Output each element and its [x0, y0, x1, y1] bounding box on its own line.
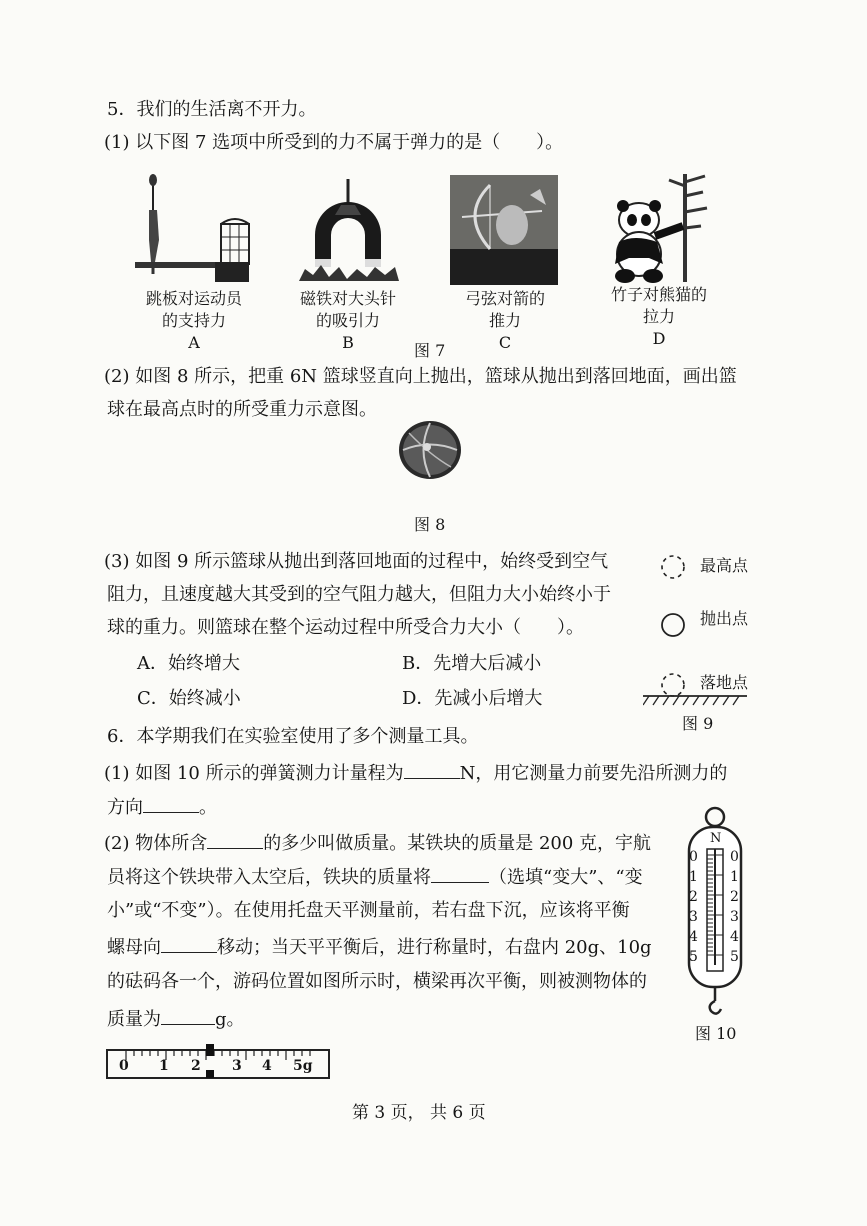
measured-mass-blank[interactable] — [161, 1006, 215, 1025]
matter-blank[interactable] — [207, 830, 263, 849]
choice-d: D．先减小后增大 — [402, 688, 543, 709]
ruler-tick-1: 1 — [159, 1058, 169, 1074]
basketball-image — [397, 419, 463, 481]
q6-p1-text-d: 。 — [199, 797, 217, 818]
q6-p2-text-a: (2) 物体所含 — [104, 833, 208, 854]
option-c-letter: C — [498, 333, 512, 352]
option-b-caption — [288, 288, 408, 354]
rider-marker — [206, 1044, 214, 1056]
q5-part2-line1: (2) 如图 8 所示，把重 6N 篮球竖直向上抛出，篮球从抛出到落回地面，画出篮 — [104, 366, 737, 387]
scale-right-tick-0: 0 — [730, 849, 739, 865]
nut-direction-blank[interactable] — [161, 934, 217, 953]
fig7-caption: 图 7 — [414, 341, 446, 360]
option-c-line2: 推力 — [488, 311, 521, 330]
choice-a: A．始终增大 — [137, 653, 240, 674]
q5-title: 5．我们的生活离不开力。 — [107, 99, 317, 120]
scale-right-tick-5: 5 — [730, 949, 739, 965]
q6-part2-line6 — [107, 1006, 245, 1032]
scale-right-tick-3: 3 — [730, 909, 739, 925]
choice-b: B．先增大后减小 — [402, 653, 542, 674]
q6-p1-text-c: 方向 — [107, 797, 143, 818]
q6-part2-line1 — [104, 830, 651, 856]
q6-p2-text-b: 的多少叫做质量。某铁块的质量是 200 克，宇航 — [263, 833, 652, 854]
q6-p1-text-a: (1) 如图 10 所示的弹簧测力计量程为 — [104, 763, 404, 784]
q5-part3-line1: (3) 如图 9 所示篮球从抛出到落回地面的过程中，始终受到空气 — [104, 551, 609, 572]
highest-point-label: 最高点 — [700, 556, 749, 575]
scale-left-tick-1: 1 — [689, 869, 698, 885]
scale-right-tick-2: 2 — [730, 889, 739, 905]
magnet-pins-image — [295, 175, 401, 283]
q6-p2-text-d: （选填“变大”、“变 — [489, 867, 643, 888]
option-c-caption — [445, 288, 565, 354]
fig8-caption: 图 8 — [414, 515, 446, 534]
scale-left-ticks — [689, 847, 701, 967]
scale-left-tick-0: 0 — [689, 849, 698, 865]
ruler-tick-0: 0 — [119, 1058, 129, 1074]
scale-left-tick-5: 5 — [689, 949, 698, 965]
q5-part2-line2: 球在最高点时的所受重力示意图。 — [107, 399, 377, 420]
option-d-line1: 竹子对熊猫的 — [610, 285, 707, 304]
scale-right-ticks — [730, 847, 742, 967]
q6-p2-text-g: 移动；当天平平衡后，进行称量时，右盘内 20g、10g — [217, 937, 652, 958]
scale-right-tick-1: 1 — [730, 869, 739, 885]
q5-part3-line3: 球的重力。则篮球在整个运动过程中所受合力大小（ ）。 — [107, 617, 584, 638]
option-d-line2: 拉力 — [642, 307, 675, 326]
q6-part2-line2 — [107, 864, 643, 890]
page-footer: 第 3 页， 共 6 页 — [352, 1103, 486, 1123]
ruler-tick-3: 3 — [232, 1058, 242, 1074]
fig10-caption: 图 10 — [695, 1024, 737, 1043]
highest-point-circle — [662, 556, 684, 578]
scale-left-tick-2: 2 — [689, 889, 698, 905]
mass-change-blank[interactable] — [431, 864, 489, 883]
throw-point-label: 抛出点 — [700, 609, 749, 628]
option-a-letter: A — [188, 333, 200, 352]
ruler-tick-4: 4 — [262, 1058, 272, 1074]
option-b-line1: 磁铁对大头针 — [299, 289, 396, 308]
panda-bamboo-image — [605, 172, 715, 284]
q6-part1-line2 — [107, 794, 217, 820]
throw-point-circle — [662, 614, 684, 636]
bow-arrow-image — [450, 175, 558, 285]
q6-part2-line5: 的砝码各一个，游码位置如图所示时，横梁再次平衡，则被测物体的 — [107, 971, 647, 992]
option-d-letter: D — [652, 329, 666, 348]
q6-p2-text-f: 螺母向 — [107, 937, 161, 958]
choice-c: C．始终减小 — [137, 688, 241, 709]
option-a-line2: 的支持力 — [161, 311, 226, 330]
scale-n-label: N — [710, 831, 722, 846]
ruler-tick-2: 2 — [191, 1058, 201, 1074]
scale-left-tick-4: 4 — [689, 929, 698, 945]
option-b-letter: B — [342, 333, 354, 352]
fig9-caption: 图 9 — [682, 714, 714, 733]
scale-right-tick-4: 4 — [730, 929, 739, 945]
range-blank[interactable] — [404, 760, 460, 779]
q6-part2-line4 — [107, 934, 652, 960]
q5-part3-line2: 阻力，且速度越大其受到的空气阻力越大，但阻力大小始终小于 — [107, 584, 611, 605]
option-a-caption — [134, 288, 254, 354]
scale-left-tick-3: 3 — [689, 909, 698, 925]
q6-p1-text-b: N，用它测量力前要先沿所测力的 — [459, 763, 728, 784]
q6-part1-line1 — [104, 760, 727, 786]
direction-blank[interactable] — [143, 794, 199, 813]
q6-p2-text-c: 员将这个铁块带入太空后，铁块的质量将 — [107, 867, 431, 888]
diving-board-image — [135, 170, 255, 282]
option-d-caption — [598, 284, 720, 350]
landing-point-label: 落地点 — [700, 673, 749, 692]
q6-p2-text-i: 质量为 — [107, 1009, 161, 1030]
landing-point-circle — [662, 674, 684, 696]
q6-title: 6．本学期我们在实验室使用了多个测量工具。 — [107, 726, 479, 747]
q6-part2-line3: 小”或“不变”）。在使用托盘天平测量前，若右盘下沉，应该将平衡 — [107, 900, 630, 921]
option-c-line1: 弓弦对箭的 — [464, 289, 545, 308]
q6-p2-text-j: g。 — [215, 1009, 245, 1030]
q5-part1: (1) 以下图 7 选项中所受到的力不属于弹力的是（ ）。 — [104, 132, 564, 153]
option-a-line1: 跳板对运动员 — [145, 289, 242, 308]
option-b-line2: 的吸引力 — [315, 311, 380, 330]
ruler-tick-5: 5g — [293, 1058, 313, 1074]
